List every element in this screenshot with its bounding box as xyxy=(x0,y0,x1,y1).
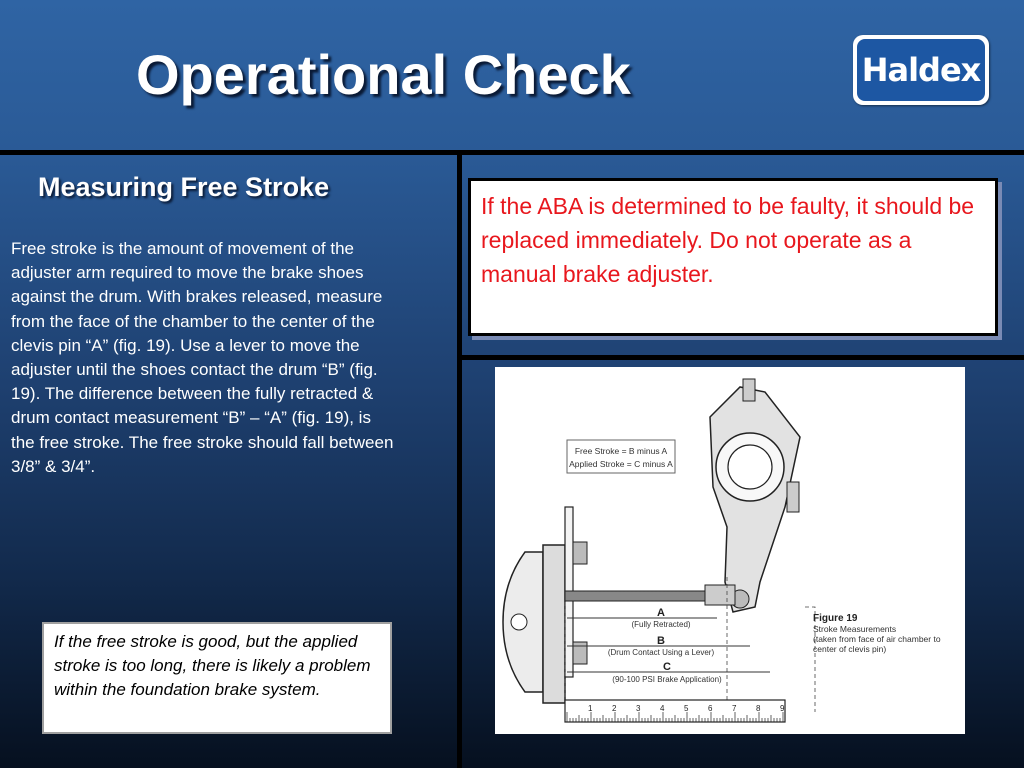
warning-text: If the ABA is determined to be faulty, it should be replaced immediately. Do not operate as a manual brake adjuster. xyxy=(481,193,975,287)
page-title: Operational Check xyxy=(136,43,631,106)
ruler-number: 3 xyxy=(636,704,641,713)
slack-adjuster-drawing xyxy=(705,379,800,612)
label-a: A xyxy=(657,607,665,619)
legend-applied-stroke: Applied Stroke = C minus A xyxy=(569,459,673,469)
aba-warning-box xyxy=(468,178,998,336)
logo-text: Haldex xyxy=(857,39,985,101)
free-stroke-description: Free stroke is the amount of movement of the adjuster arm required to move the brake shoes against the drum. With brakes released, measure from the face of the chamber to the center of the clevis pin “A” (fig. 19). Use a lever to move the adjuster until the shoes contact the drum “B” (fig. 19). The difference between the fully retracted & drum contact measurement “B” – “A” (fig. 19), is the free stroke. The free stroke should fall between 3/8” & 3/4”. xyxy=(11,239,394,476)
ruler-number: 7 xyxy=(732,704,737,713)
ruler-number: 5 xyxy=(684,704,689,713)
label-c-desc: (90-100 PSI Brake Application) xyxy=(612,675,722,684)
label-b: B xyxy=(657,635,665,647)
ruler-number: 8 xyxy=(756,704,761,713)
label-c: C xyxy=(663,661,671,673)
figure-caption-2: (taken from face of air chamber to xyxy=(813,634,941,644)
legend-free-stroke: Free Stroke = B minus A xyxy=(574,446,668,456)
figure-caption-3: center of clevis pin) xyxy=(813,644,887,654)
ruler-number: 1 xyxy=(588,704,593,713)
column-divider xyxy=(457,155,462,768)
header-divider xyxy=(0,150,1024,155)
stroke-measurement-figure xyxy=(495,367,965,734)
ruler-number: 4 xyxy=(660,704,665,713)
section-heading: Measuring Free Stroke xyxy=(38,172,330,202)
air-chamber-drawing xyxy=(503,507,587,703)
ruler-number: 9 xyxy=(780,704,785,713)
ruler-drawing xyxy=(565,700,785,722)
ruler-number: 6 xyxy=(708,704,713,713)
note-text: If the free stroke is good, but the applied stroke is too long, there is likely a problem within the foundation brake system. xyxy=(54,632,371,699)
figure-title: Figure 19 xyxy=(813,613,858,624)
label-a-desc: (Fully Retracted) xyxy=(631,620,691,629)
push-rod-drawing xyxy=(565,591,715,601)
figure-caption-1: Stroke Measurements xyxy=(813,624,897,634)
figure-diagram xyxy=(495,367,965,734)
right-panel-divider xyxy=(462,355,1024,360)
ruler-number: 2 xyxy=(612,704,617,713)
haldex-logo xyxy=(853,35,989,105)
label-b-desc: (Drum Contact Using a Lever) xyxy=(607,648,715,657)
foundation-brake-note xyxy=(42,622,392,734)
